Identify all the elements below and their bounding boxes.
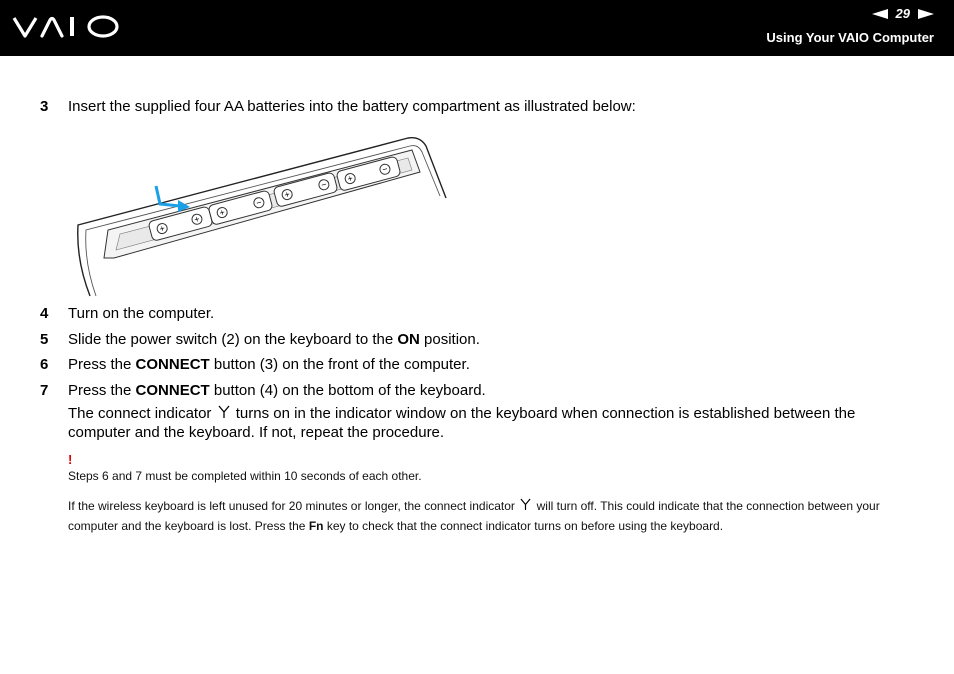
- note-text: key to check that the connect indicator turns on before using the keyboard.: [326, 519, 724, 533]
- step-text-pre: Press the: [68, 382, 136, 399]
- step-text: [68, 381, 486, 401]
- step-number: 5: [40, 331, 49, 348]
- page-number: 29: [895, 6, 910, 21]
- paragraph-text: turns on in the indicator window on the keyboard when connection is established between the computer and the keyboard. If not, repeat the procedure.: [68, 405, 856, 441]
- connect-indicator-icon: [520, 498, 531, 511]
- note-1: [68, 466, 928, 486]
- step-text-bold: CONNECT: [135, 356, 210, 373]
- step-text-pre: Press the: [68, 356, 136, 373]
- step-text-bold: CONNECT: [135, 382, 210, 399]
- svg-text:+: +: [283, 189, 292, 201]
- fn-key-label: Fn: [308, 519, 324, 533]
- step-text-post: position.: [419, 331, 480, 348]
- step-number: 7: [40, 382, 49, 399]
- step-text: Insert the supplied four AA batteries into the battery compartment as illustrated below:: [68, 98, 636, 115]
- svg-text:−: −: [381, 163, 389, 175]
- step-text: [68, 355, 470, 375]
- note-text: will turn off. This could indicate that the connection between your computer and the keyboard is lost. Press the: [68, 499, 880, 533]
- section-title: Using Your VAIO Computer: [766, 30, 934, 45]
- previous-page-arrow-icon[interactable]: [872, 9, 888, 19]
- page-header: [0, 0, 954, 56]
- svg-text:−: −: [320, 179, 328, 191]
- paragraph-text: The connect indicator: [68, 405, 212, 422]
- connect-indicator-icon: [218, 405, 230, 419]
- step-text-post: button (3) on the front of the computer.: [209, 356, 470, 373]
- page-navigation: [872, 6, 934, 21]
- svg-text:+: +: [158, 223, 167, 235]
- step-text-bold: ON: [397, 331, 420, 348]
- step-text: Turn on the computer.: [68, 305, 215, 322]
- vaio-logo: [12, 12, 122, 42]
- connect-indicator-paragraph: [68, 404, 918, 442]
- step-number: 4: [40, 305, 49, 322]
- next-page-arrow-icon[interactable]: [918, 9, 934, 19]
- step-number: 6: [40, 356, 49, 373]
- svg-text:+: +: [218, 207, 227, 219]
- svg-text:−: −: [255, 197, 263, 209]
- step-text: [68, 330, 480, 350]
- step-text-pre: Slide the power switch (2) on the keyboard to the: [68, 331, 398, 348]
- svg-text:+: +: [346, 173, 355, 185]
- note-2: [68, 496, 928, 536]
- note-text: Steps 6 and 7 must be completed within 10 seconds of each other.: [68, 469, 422, 483]
- note-warning-mark: !: [68, 452, 73, 467]
- battery-compartment-illustration: [68, 130, 448, 300]
- note-text: If the wireless keyboard is left unused for 20 minutes or longer, the connect indicator: [68, 499, 515, 513]
- step-number: 3: [40, 98, 49, 115]
- step-text-post: button (4) on the bottom of the keyboard.: [209, 382, 486, 399]
- svg-text:+: +: [193, 213, 201, 225]
